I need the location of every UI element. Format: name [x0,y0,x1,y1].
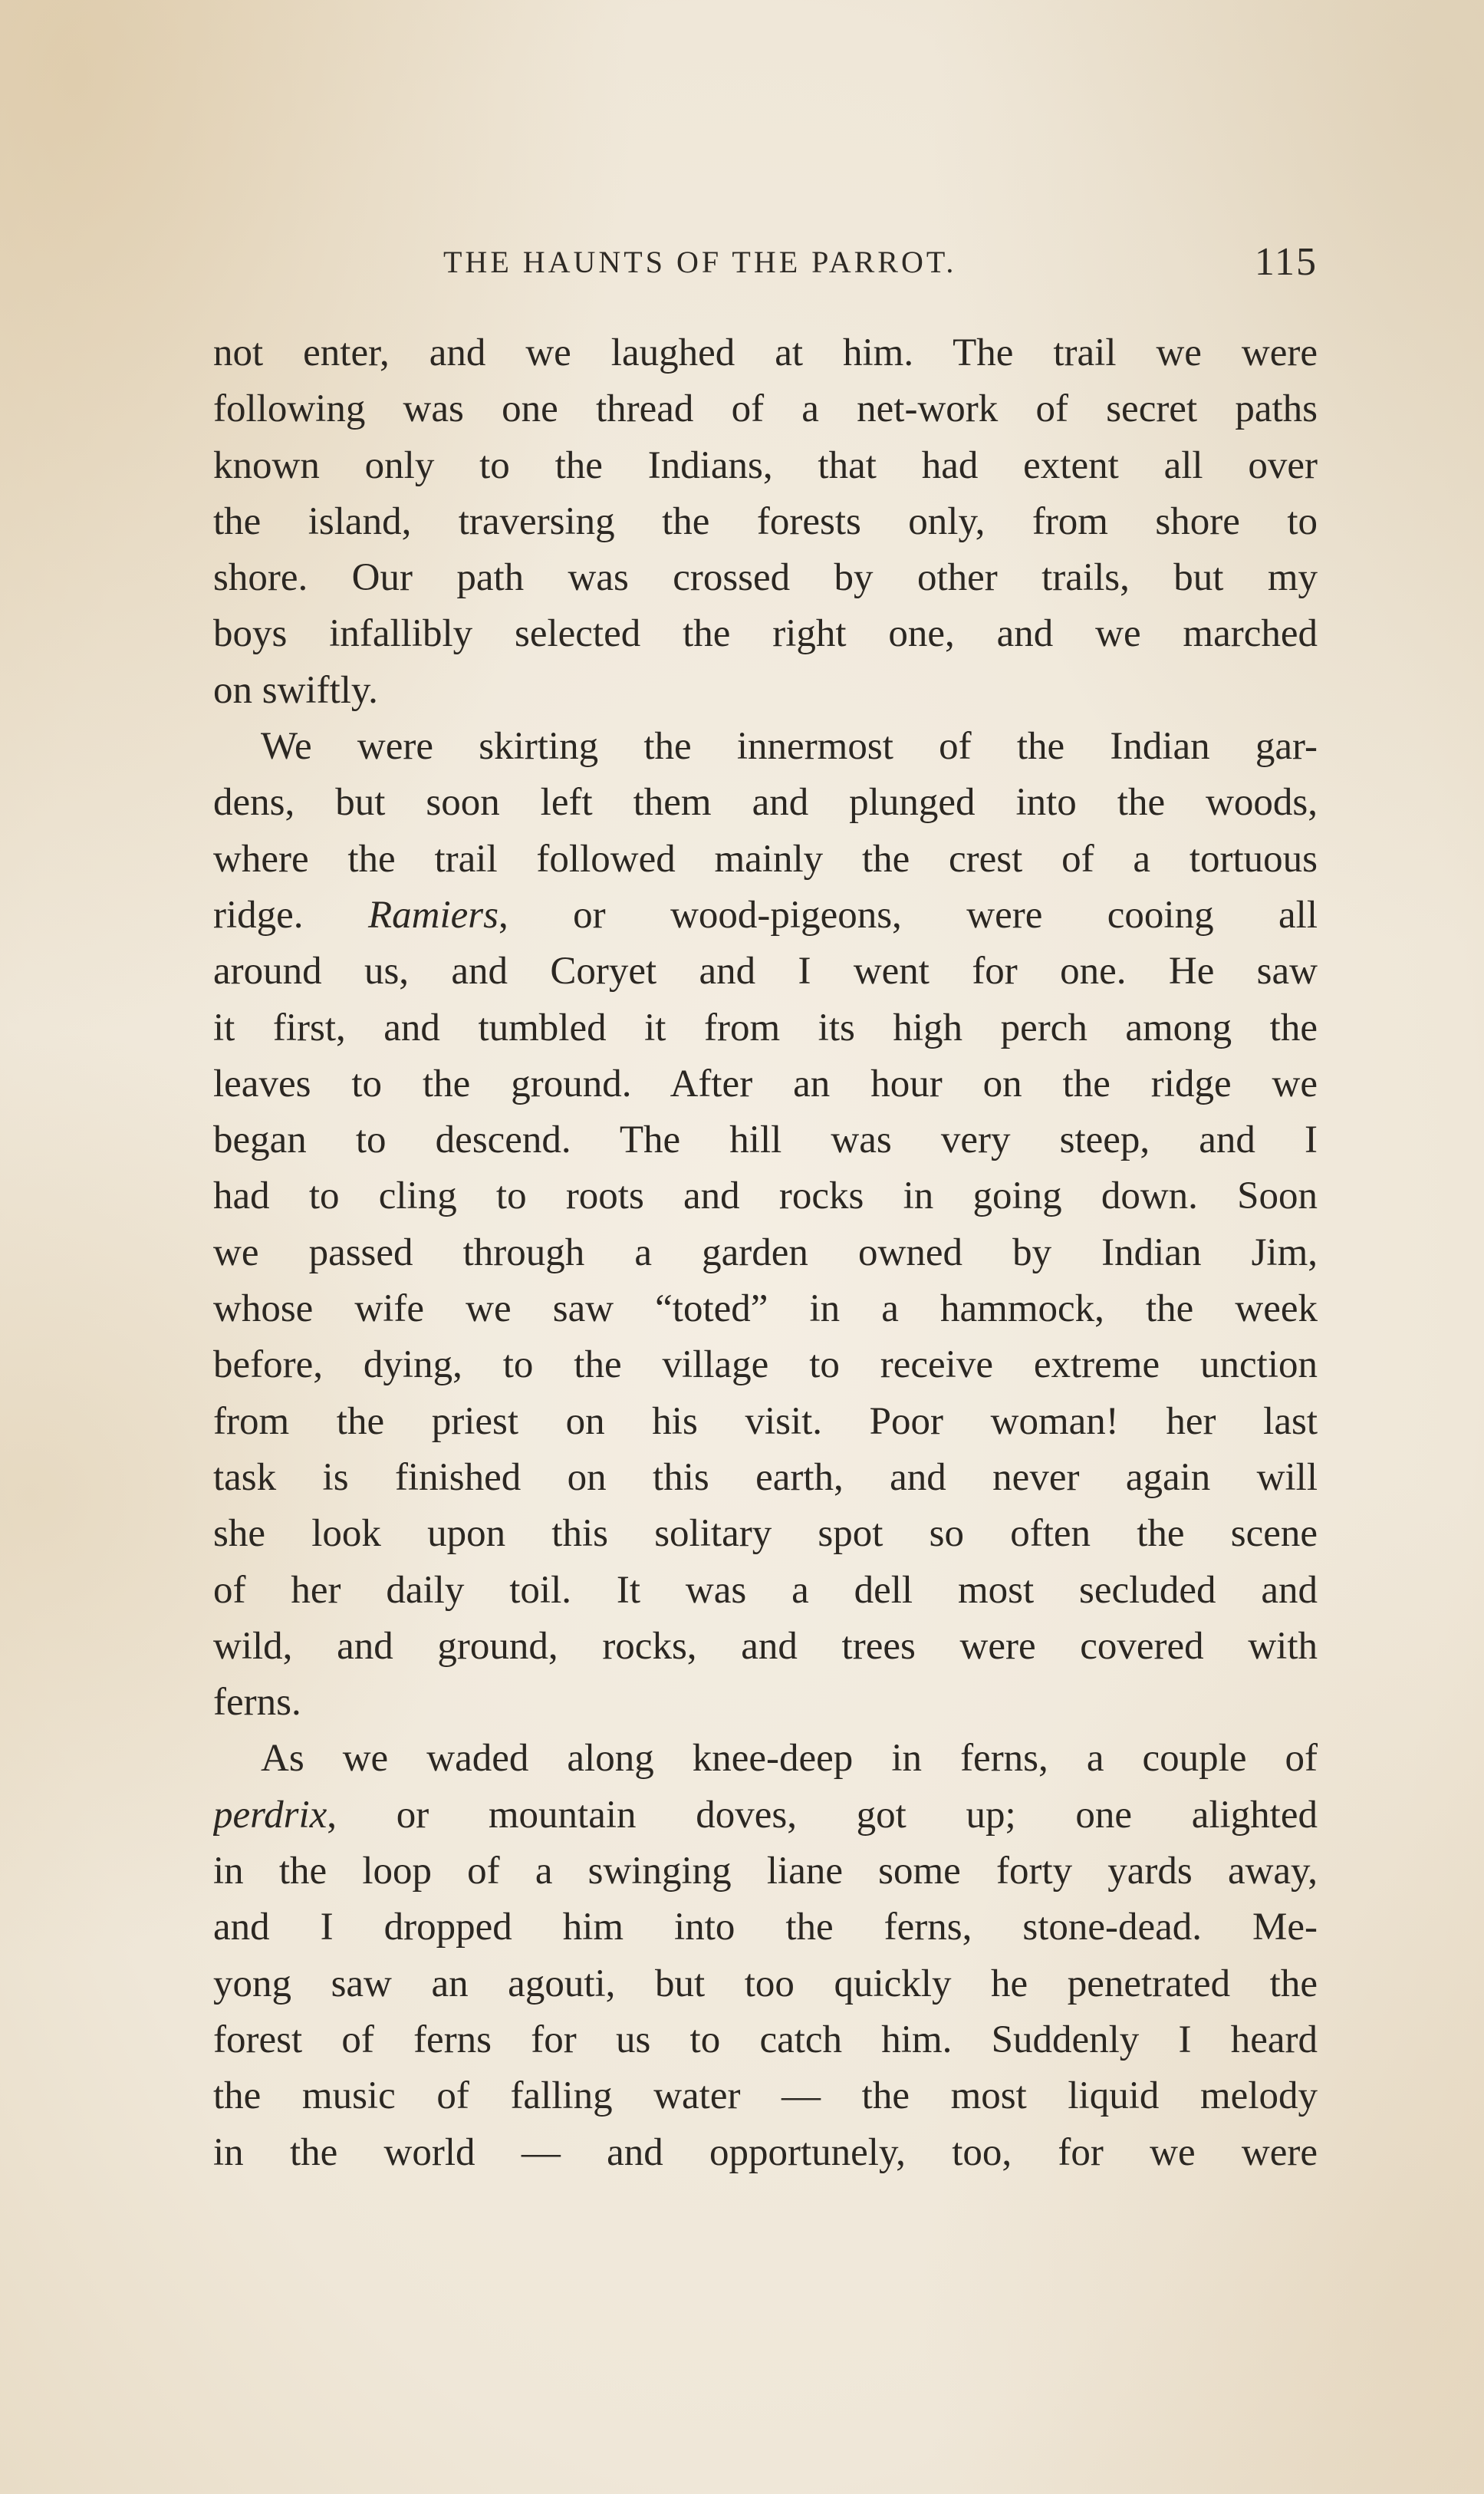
text-line: in the world — and opportunely, too, for we were [213,2130,1318,2174]
paragraph-3 [213,1731,1318,2180]
text-line: and I dropped him into the ferns, stone-dead. Me- [213,1906,1318,1949]
text-line: around us, and Coryet and I went for one. He saw [213,950,1318,993]
text-line: in the loop of a swinging liane some forty yards away, [213,1850,1318,1893]
text-line: the music of falling water — the most liquid melody [213,2074,1318,2118]
text-line: dens, but soon left them and plunged into the woods, [213,781,1318,825]
text-line: had to cling to roots and rocks in going down. Soon [213,1175,1318,1218]
page-header [213,239,1318,285]
text-line: task is finished on this earth, and never again will [213,1455,1318,1499]
text-line: from the priest on his visit. Poor woman! her last [213,1399,1318,1443]
text-line: forest of ferns for us to catch him. Suddenly I heard [213,2018,1318,2061]
text-line: she look upon this solitary spot so often the scene [213,1512,1318,1556]
paragraph-2 [213,719,1318,1731]
page-number: 115 [1254,240,1318,284]
text-line: on swiftly. [213,668,378,712]
text-line: We were skirting the innermost of the Indian gar- [261,725,1318,769]
text-line: perdrix, or mountain doves, got up; one alighted [213,1793,1318,1837]
italic-term: perdrix [213,1793,327,1837]
text-line: the island, traversing the forests only, from shore to [213,499,1318,543]
running-head: THE HAUNTS OF THE PARROT. [443,245,957,279]
text-line: boys infallibly selected the right one, and we marched [213,612,1318,656]
text-line: wild, and ground, rocks, and trees were covered with [213,1624,1318,1668]
text-line: As we waded along knee-deep in ferns, a couple of [261,1737,1318,1781]
text-line: where the trail followed mainly the crest of a tortuous [213,837,1318,881]
italic-term: Ramiers [367,893,499,937]
text-line: began to descend. The hill was very steep, and I [213,1119,1318,1162]
paragraph-1 [213,325,1318,719]
body-text [213,325,1318,2181]
text-line: whose wife we saw “toted” in a hammock, the week [213,1287,1318,1331]
text-line: leaves to the ground. After an hour on the ridge we [213,1062,1318,1105]
text-line: ridge. Ramiers, or wood-pigeons, were cooing all [213,893,1318,937]
text-line: yong saw an agouti, but too quickly he penetrated the [213,1962,1318,2005]
text-line: it first, and tumbled it from its high perch among the [213,1006,1318,1049]
text-line: ferns. [213,1681,301,1725]
text-line: shore. Our path was crossed by other trails, but my [213,556,1318,600]
text-line: not enter, and we laughed at him. The trail we were [213,331,1318,374]
text-line: following was one thread of a net-work of secret paths [213,387,1318,431]
text-line: before, dying, to the village to receive extreme unction [213,1343,1318,1387]
text-line: of her daily toil. It was a dell most secluded and [213,1568,1318,1612]
text-line: known only to the Indians, that had extent all over [213,443,1318,487]
text-line: we passed through a garden owned by Indian Jim, [213,1231,1318,1274]
